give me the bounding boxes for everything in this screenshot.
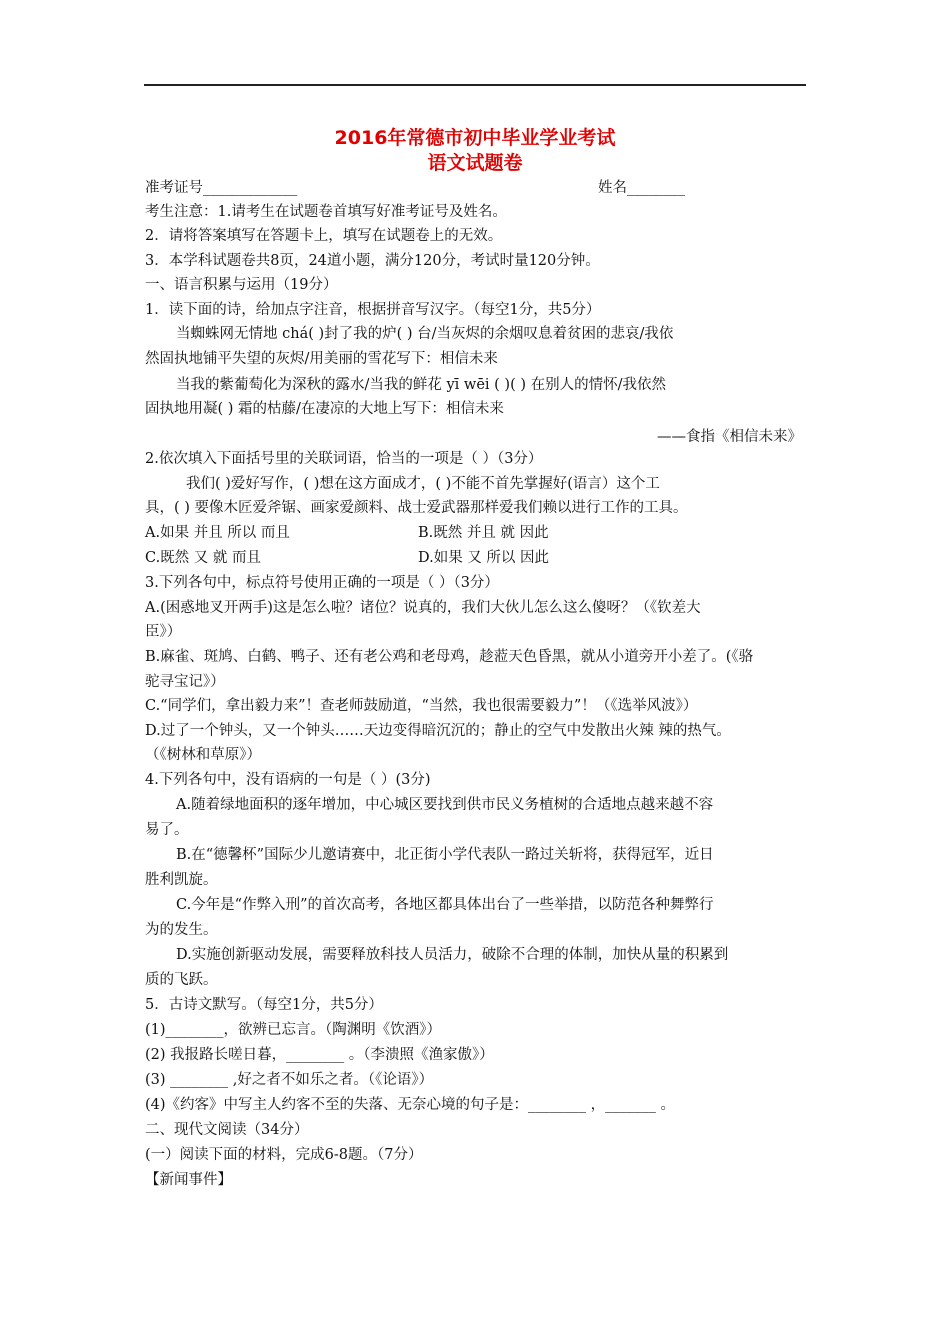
q3-option-c: C.“同学们，拿出毅力来”！查老师鼓励道，“当然，我也很需要毅力”！（《选举风波》） <box>145 698 698 714</box>
q1-poem-line-4: 固执地用凝( ) 霜的枯藤/在凄凉的大地上写下：相信未来 <box>145 401 504 417</box>
q3-option-b-2: 驼寻宝记》） <box>145 674 225 690</box>
q4-option-c-2: 为的发生。 <box>145 922 218 938</box>
q1-source: ——食指《相信未来》 <box>657 429 802 445</box>
q4-option-b-2: 胜利凯旋。 <box>145 872 218 888</box>
q4-option-d-1: D.实施创新驱动发展，需要释放科技人员活力，破除不合理的体制，加快从量的积累到 <box>176 947 729 963</box>
q5-line-1: (1)________，欲辨已忘言。（陶渊明《饮酒》） <box>145 1022 442 1038</box>
q3-stem: 3.下列各句中，标点符号使用正确的一项是（ ）（3分） <box>145 575 499 591</box>
q2-option-d: D.如果 又 所以 因此 <box>418 550 550 566</box>
q4-option-c-1: C.今年是“作弊入刑”的首次高考，各地区都具体出台了一些举措，以防范各种舞弊行 <box>176 897 714 913</box>
q3-option-a-2: 臣》） <box>145 624 182 640</box>
exam-subtitle: 语文试题卷 <box>427 152 523 174</box>
q3-option-a-1: A.(困惑地叉开两手)这是怎么啦？诸位？说真的，我们大伙儿怎么这么傻呀？（《钦差大 <box>145 600 701 616</box>
notice-2: 2．请将答案填写在答题卡上，填写在试题卷上的无效。 <box>145 228 503 244</box>
notice-3: 3．本学科试题卷共8页，24道小题，满分120分，考试时量120分钟。 <box>145 253 600 269</box>
name-field: 姓名________ <box>598 180 685 196</box>
q2-text-1: 我们( )爱好写作，( )想在这方面成才，( )不能不首先掌握好(语言）这个工 <box>186 476 660 492</box>
q4-option-d-2: 质的飞跃。 <box>145 972 218 988</box>
q2-text-2: 具，( ) 要像木匠爱斧锯、画家爱颜料、战士爱武器那样爱我们赖以进行工作的工具。 <box>145 500 688 516</box>
q5-line-4: (4)《约客》中写主人约客不至的失落、无奈心境的句子是：________ ，_______ 。 <box>145 1097 676 1113</box>
q3-option-d-1: D.过了一个钟头，又一个钟头……天边变得暗沉沉的；静止的空气中发散出火辣 辣的热气。 <box>145 723 731 739</box>
exam-title: 2016年常德市初中毕业学业考试 <box>334 127 616 149</box>
section-1-heading: 一、语言积累与运用（19分） <box>145 277 338 293</box>
header-rule <box>144 84 806 86</box>
q5-line-3: (3) ________ ,好之者不如乐之者。（《论语》） <box>145 1072 434 1088</box>
section-2-heading: 二、现代文阅读（34分） <box>145 1122 309 1138</box>
q3-option-d-2: （《树林和草原》） <box>145 747 261 763</box>
q1-poem-line-1: 当蜘蛛网无情地 chá( )封了我的炉( ) 台/当灰烬的余烟叹息着贫困的悲哀/我依 <box>176 326 674 342</box>
q2-option-b: B.既然 并且 就 因此 <box>418 525 549 541</box>
q4-stem: 4.下列各句中，没有语病的一句是（ ）(3分) <box>145 772 431 788</box>
q1-poem-line-3: 当我的紫葡萄化为深秋的露水/当我的鲜花 yī wēi ( )( ) 在别人的情怀/我依然 <box>176 377 667 393</box>
q5-stem: 5．古诗文默写。（每空1分，共5分） <box>145 997 383 1013</box>
q4-option-a-2: 易了。 <box>145 822 189 838</box>
q2-option-c: C.既然 又 就 而且 <box>145 550 262 566</box>
q2-stem: 2.依次填入下面括号里的关联词语，恰当的一项是（ ）（3分） <box>145 451 543 467</box>
q2-option-a: A.如果 并且 所以 而且 <box>145 525 290 541</box>
q5-line-2: (2) 我报路长嗟日暮，________ 。（李溃照《渔家傲》） <box>145 1047 494 1063</box>
q4-option-b-1: B.在“德馨杯”国际少儿邀请赛中，北正街小学代表队一路过关斩将，获得冠军，近日 <box>176 847 714 863</box>
exam-number-field: 准考证号_____________ <box>145 180 298 196</box>
news-event-label: 【新闻事件】 <box>145 1172 232 1188</box>
notice-1: 考生注意：1.请考生在试题卷首填写好准考证号及姓名。 <box>145 204 507 220</box>
q4-option-a-1: A.随着绿地面积的逐年增加，中心城区要找到供市民义务植树的合适地点越来越不容 <box>176 797 714 813</box>
q3-option-b-1: B.麻雀、斑鸠、白鹤、鸭子、还有老公鸡和老母鸡，趁蒞天色昏黑，就从小道旁开小差了。(《骆 <box>145 649 754 665</box>
q1-stem: 1．读下面的诗，给加点字注音，根据拼音写汉字。（每空1分，共5分） <box>145 302 601 318</box>
q1-poem-line-2: 然固执地铺平失望的灰烬/用美丽的雪花写下：相信未来 <box>145 351 498 367</box>
section-2-sub-1: (一）阅读下面的材料，完成6-8题。（7分） <box>145 1147 423 1163</box>
